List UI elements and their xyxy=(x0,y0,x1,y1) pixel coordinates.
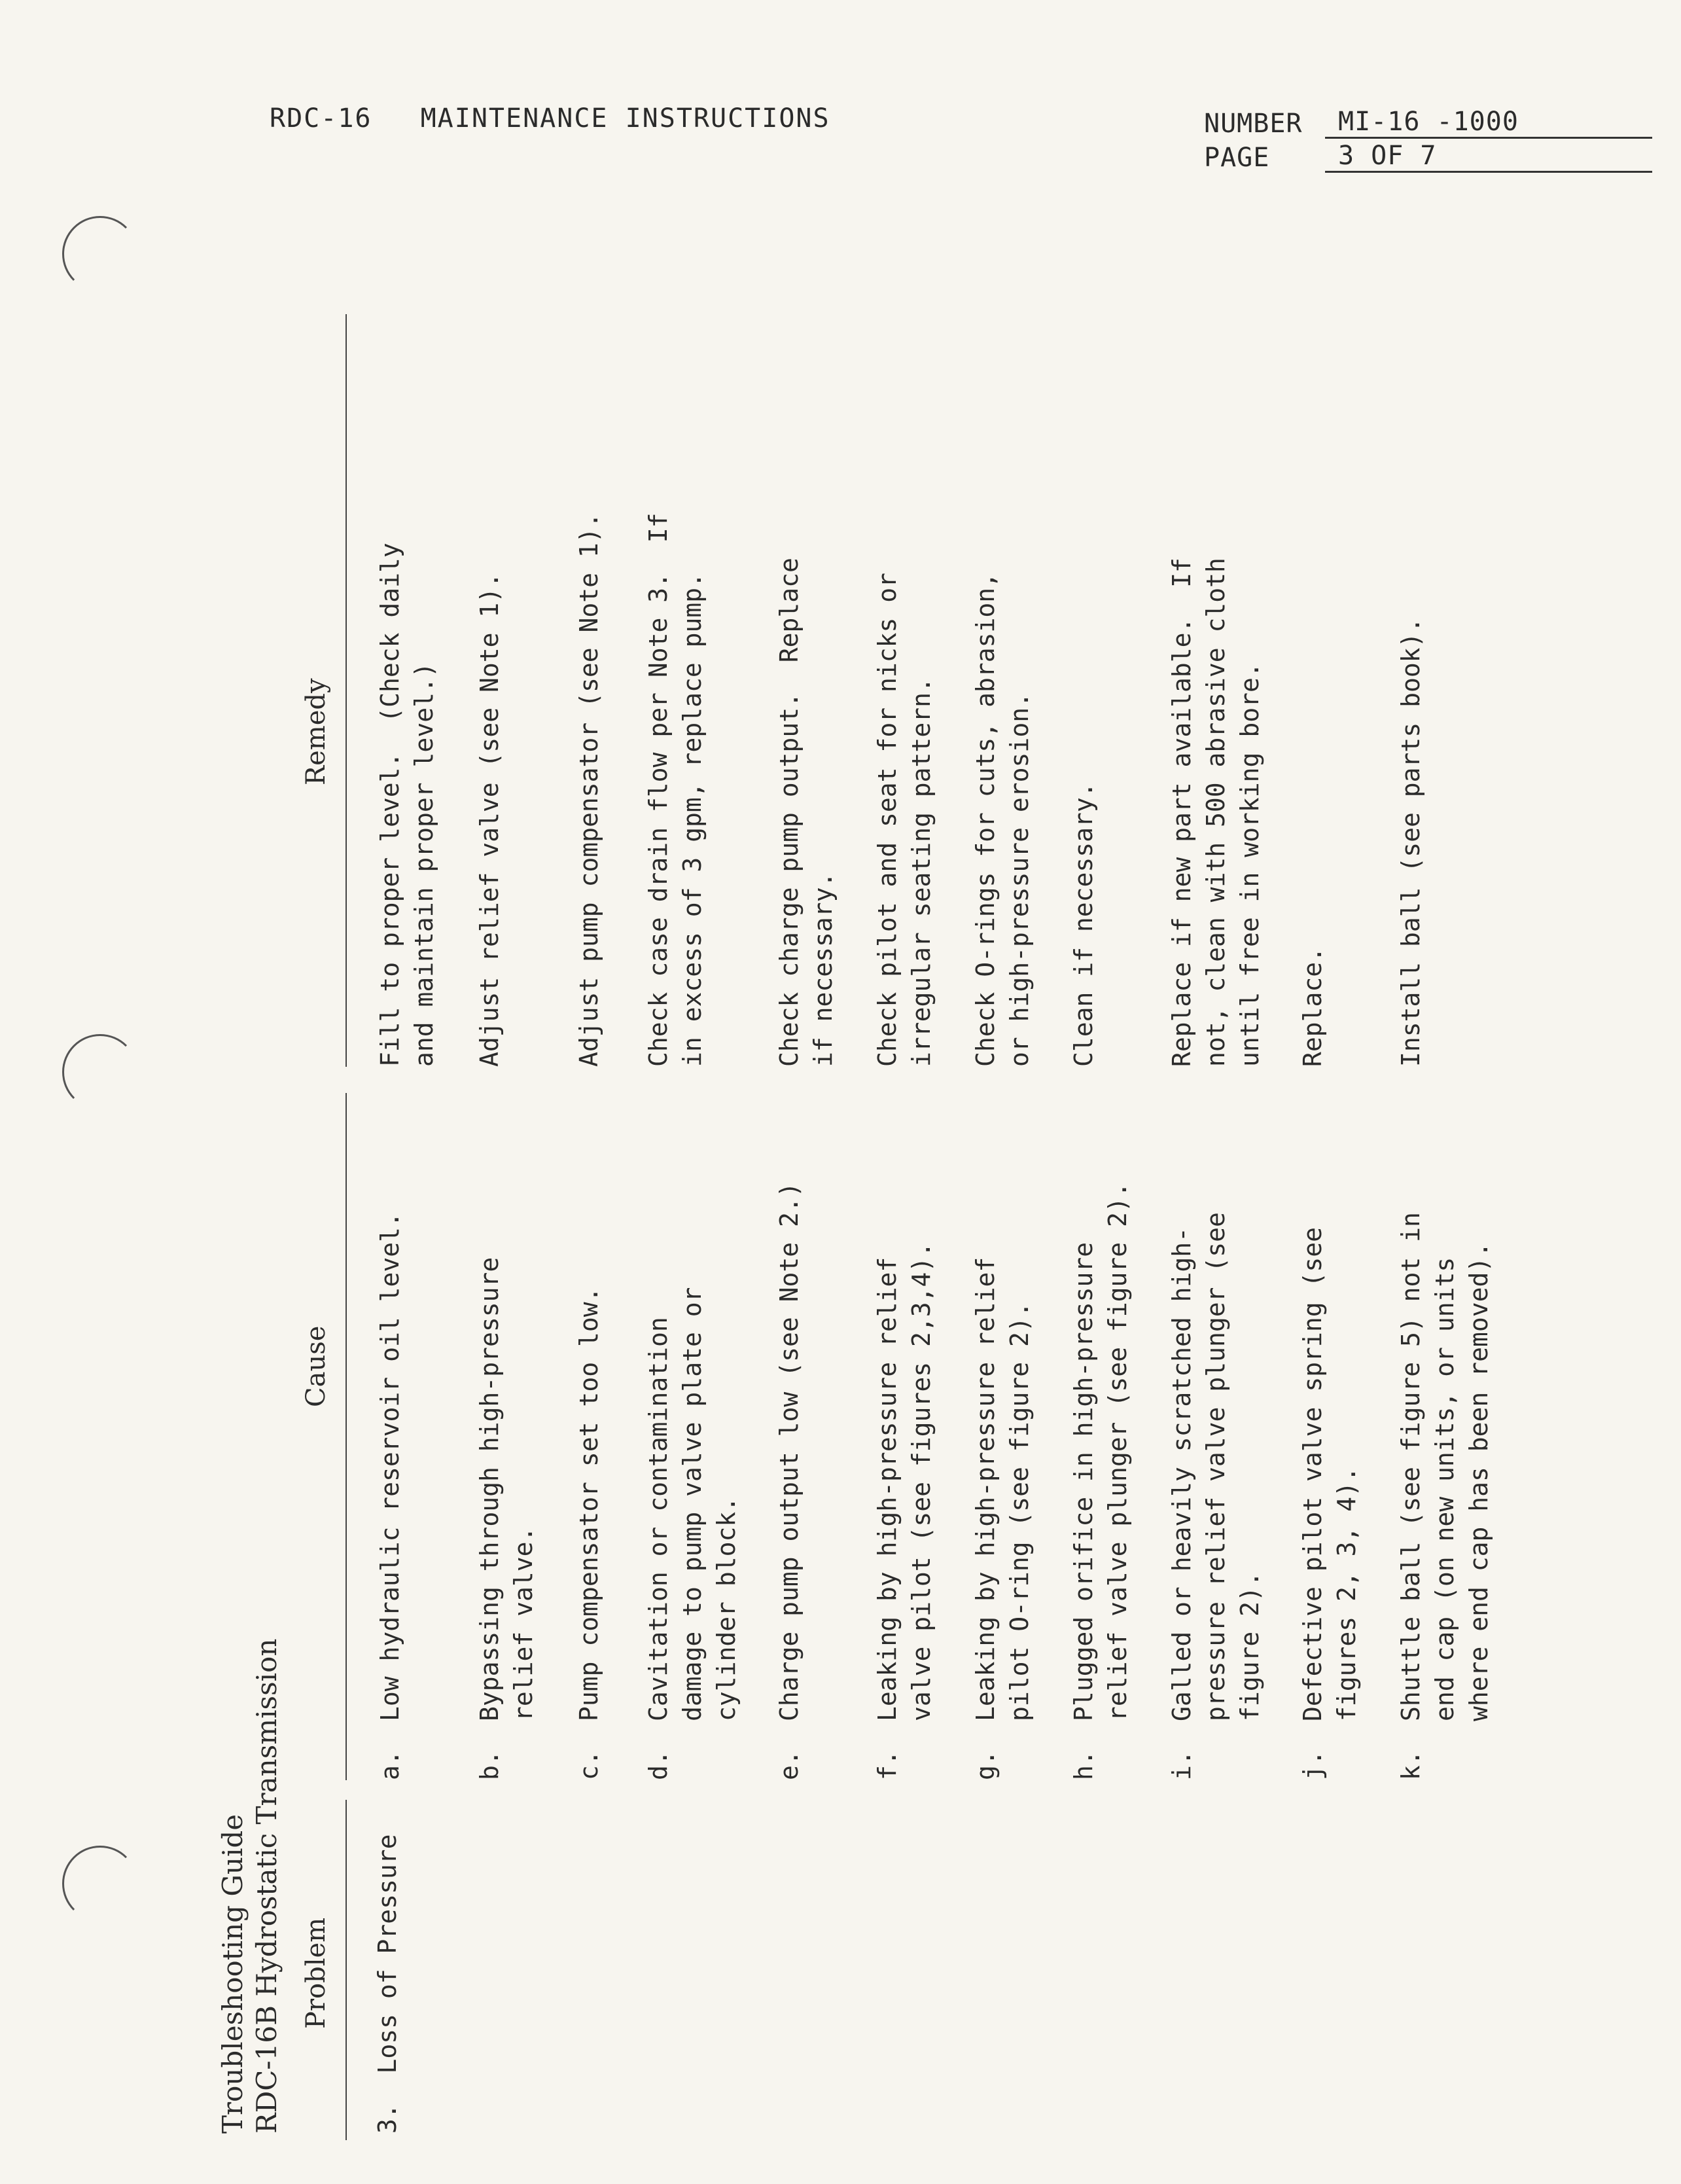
row-cause: Charge pump output low (see Note 2.) xyxy=(775,1182,804,1721)
row-cause: Bypassing through high-pressure relief valve. xyxy=(475,1257,538,1721)
doc-title: MAINTENANCE INSTRUCTIONS xyxy=(420,103,830,134)
table-row xyxy=(373,314,441,1780)
row-remedy: Check case drain flow per Note 3. If in excess of 3 gpm, replace pump. xyxy=(644,512,707,1067)
table-row xyxy=(641,314,743,1780)
header-rule xyxy=(345,1093,347,1780)
row-letter: g. xyxy=(971,1750,1000,1780)
number-label: NUMBER xyxy=(1204,109,1303,139)
row-remedy: Replace. xyxy=(1298,946,1327,1067)
table-row xyxy=(1165,314,1267,1780)
table-row xyxy=(1394,314,1496,1780)
row-cause: Cavitation or contamination damage to pump valve plate or cylinder block. xyxy=(644,1287,741,1721)
page-header-right xyxy=(1204,105,1652,173)
row-cause: Plugged orifice in high-pressure relief valve plunger (see figure 2). xyxy=(1069,1182,1132,1721)
page-label: PAGE xyxy=(1204,143,1270,173)
table-row xyxy=(870,314,938,1780)
header-rule xyxy=(345,1800,347,2140)
column-header-problem: Problem xyxy=(301,1917,331,2029)
row-letter: h. xyxy=(1069,1750,1098,1780)
row-cause: Low hydraulic reservoir oil level. xyxy=(376,1212,404,1721)
column-header-remedy: Remedy xyxy=(301,678,331,785)
problem-text: 3. Loss of Pressure xyxy=(373,1834,402,2134)
column-header-cause: Cause xyxy=(301,1325,331,1407)
row-letter: f. xyxy=(873,1750,902,1780)
row-letter: a. xyxy=(376,1750,404,1780)
row-remedy: Check pilot and seat for nicks or irregular seating pattern. xyxy=(873,573,936,1067)
guide-title: Troubleshooting Guide xyxy=(217,1814,249,2134)
row-letter: c. xyxy=(575,1750,603,1780)
row-letter: j. xyxy=(1298,1750,1327,1780)
punch-hole-mark xyxy=(62,1846,138,1922)
page-value: 3 OF 7 xyxy=(1325,141,1652,173)
table-row xyxy=(472,314,540,1780)
troubleshooting-table xyxy=(216,262,1603,2160)
table-row xyxy=(1296,314,1364,1780)
row-remedy: Replace if new part available. If not, clean with 500 abrasive cloth until free in working bore. xyxy=(1167,558,1264,1067)
row-remedy: Fill to proper level. (Check daily and maintain proper level.) xyxy=(376,543,438,1067)
doc-code: RDC-16 xyxy=(270,103,372,134)
row-cause: Leaking by high-pressure relief valve pilot (see figures 2,3,4). xyxy=(873,1242,936,1721)
punch-hole-mark xyxy=(62,216,138,292)
guide-title-block xyxy=(216,1639,284,2134)
row-remedy: Check charge pump output. Replace if necessary. xyxy=(775,558,838,1067)
row-letter: i. xyxy=(1167,1750,1196,1780)
guide-subtitle: RDC-16B Hydrostatic Transmission xyxy=(251,1638,283,2134)
table-row xyxy=(572,314,606,1780)
row-letter: b. xyxy=(475,1750,504,1780)
header-rule xyxy=(345,314,347,1067)
row-letter: k. xyxy=(1396,1750,1425,1780)
row-letter: d. xyxy=(644,1750,673,1780)
row-cause: Pump compensator set too low. xyxy=(575,1287,603,1721)
row-cause: Leaking by high-pressure relief pilot O-ring (see figure 2). xyxy=(971,1257,1034,1721)
row-cause: Defective pilot valve spring (see figures 2, 3, 4). xyxy=(1298,1227,1361,1721)
row-remedy: Adjust pump compensator (see Note 1). xyxy=(575,512,603,1067)
page-header-left xyxy=(270,103,862,134)
row-remedy: Adjust relief valve (see Note 1). xyxy=(475,573,504,1067)
row-cause: Shuttle ball (see figure 5) not in end cap (on new units, or units where end cap has been removed). xyxy=(1396,1212,1493,1721)
number-value: MI-16 -1000 xyxy=(1325,107,1652,139)
row-remedy: Check O-rings for cuts, abrasion, or high-pressure erosion. xyxy=(971,573,1034,1067)
table-row xyxy=(1067,314,1135,1780)
table-row xyxy=(968,314,1036,1780)
row-remedy: Clean if necessary. xyxy=(1069,782,1098,1067)
row-remedy: Install ball (see parts book). xyxy=(1396,617,1425,1067)
table-row xyxy=(772,314,840,1780)
row-cause: Galled or heavily scratched high- pressure relief valve plunger (see figure 2). xyxy=(1167,1212,1264,1721)
row-letter: e. xyxy=(775,1750,804,1780)
punch-hole-mark xyxy=(62,1034,138,1110)
